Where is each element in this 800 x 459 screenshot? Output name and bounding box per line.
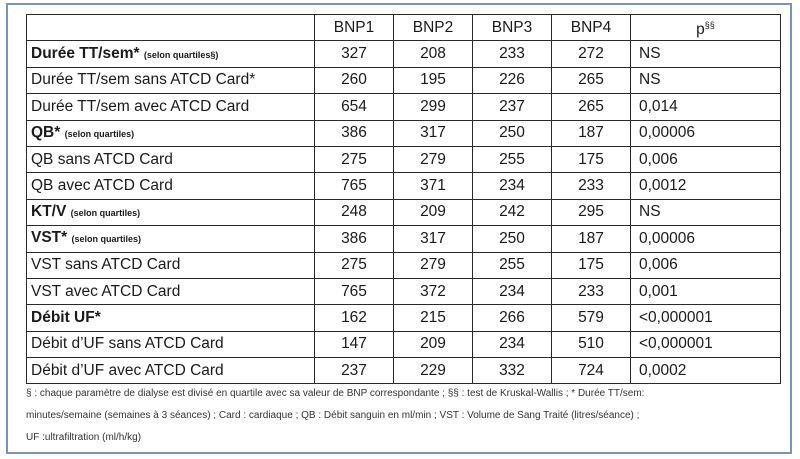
header-p-value: p§§ (631, 15, 781, 41)
cell-bnp4: 233 (552, 278, 631, 304)
row-label (27, 278, 315, 304)
row-label-qualifier: (selon quartiles) (64, 128, 135, 139)
cell-bnp3: 233 (473, 41, 552, 67)
cell-bnp1: 275 (315, 146, 394, 172)
header-bnp1: BNP1 (315, 15, 394, 41)
row-label (27, 146, 315, 172)
cell-bnp1: 386 (315, 226, 394, 252)
table-header-row (27, 15, 781, 41)
row-label-main: QB sans ATCD Card (31, 150, 173, 168)
header-bnp4: BNP4 (552, 15, 631, 41)
cell-bnp4: 265 (552, 67, 631, 93)
cell-bnp4: 175 (552, 252, 631, 278)
cell-p-value: 0,0002 (631, 358, 781, 384)
cell-bnp1: 275 (315, 252, 394, 278)
cell-bnp2: 372 (394, 278, 473, 304)
cell-bnp3: 234 (473, 331, 552, 357)
cell-bnp4: 510 (552, 331, 631, 357)
row-label-main: VST avec ATCD Card (31, 282, 181, 300)
cell-bnp3: 234 (473, 173, 552, 199)
cell-bnp2: 317 (394, 120, 473, 146)
table-row (27, 67, 781, 93)
table-row (27, 146, 781, 172)
table-row (27, 252, 781, 278)
cell-bnp3: 234 (473, 278, 552, 304)
row-label-main: Débit d’UF avec ATCD Card (31, 361, 224, 379)
cell-p-value: 0,001 (631, 278, 781, 304)
cell-bnp1: 327 (315, 41, 394, 67)
row-label-qualifier: (selon quartiles) (71, 234, 142, 245)
cell-bnp3: 242 (473, 199, 552, 225)
table-row (27, 226, 781, 252)
row-label (27, 252, 315, 278)
cell-bnp4: 272 (552, 41, 631, 67)
cell-bnp3: 237 (473, 94, 552, 120)
cell-bnp1: 765 (315, 278, 394, 304)
cell-bnp2: 299 (394, 94, 473, 120)
row-label (27, 173, 315, 199)
cell-bnp3: 250 (473, 226, 552, 252)
table-row (27, 305, 781, 331)
cell-bnp1: 386 (315, 120, 394, 146)
cell-bnp1: 147 (315, 331, 394, 357)
header-bnp3: BNP3 (473, 15, 552, 41)
cell-bnp1: 162 (315, 305, 394, 331)
cell-bnp2: 371 (394, 173, 473, 199)
header-p-superscript: §§ (704, 20, 715, 31)
row-label (27, 199, 315, 225)
table-row (27, 41, 781, 67)
cell-bnp1: 765 (315, 173, 394, 199)
table-row (27, 120, 781, 146)
cell-bnp2: 215 (394, 305, 473, 331)
row-label (27, 305, 315, 331)
row-label-main: Durée TT/sem* (31, 44, 140, 62)
cell-bnp2: 208 (394, 41, 473, 67)
cell-bnp4: 233 (552, 173, 631, 199)
cell-p-value: 0,00006 (631, 226, 781, 252)
row-label-main: QB avec ATCD Card (31, 177, 173, 195)
cell-bnp2: 279 (394, 252, 473, 278)
row-label (27, 67, 315, 93)
cell-p-value: 0,00006 (631, 120, 781, 146)
results-table (26, 14, 781, 384)
cell-p-value: 0,006 (631, 146, 781, 172)
cell-bnp4: 724 (552, 358, 631, 384)
cell-bnp2: 317 (394, 226, 473, 252)
cell-bnp3: 226 (473, 67, 552, 93)
row-label (27, 94, 315, 120)
cell-bnp3: 250 (473, 120, 552, 146)
cell-bnp4: 175 (552, 146, 631, 172)
cell-bnp2: 195 (394, 67, 473, 93)
row-label-main: Durée TT/sem avec ATCD Card (31, 97, 250, 115)
cell-bnp4: 265 (552, 94, 631, 120)
cell-p-value: 0,006 (631, 252, 781, 278)
cell-bnp2: 209 (394, 331, 473, 357)
header-label-cell (27, 15, 315, 41)
table-row (27, 331, 781, 357)
row-label-main: Durée TT/sem sans ATCD Card* (31, 71, 256, 89)
cell-p-value: 0,014 (631, 94, 781, 120)
cell-bnp1: 237 (315, 358, 394, 384)
cell-bnp3: 332 (473, 358, 552, 384)
row-label (27, 226, 315, 252)
footnote-line-1: § : chaque paramètre de dialyse est divisé en quartile avec sa valeur de BNP correspondante ; §§ : test de Kruskal-Wallis ; * Durée TT/sem: (26, 388, 645, 399)
figure-frame (6, 3, 792, 454)
cell-bnp3: 266 (473, 305, 552, 331)
table-row (27, 358, 781, 384)
cell-bnp3: 255 (473, 146, 552, 172)
row-label (27, 331, 315, 357)
cell-bnp2: 209 (394, 199, 473, 225)
table-footnote (26, 383, 784, 449)
cell-bnp1: 248 (315, 199, 394, 225)
footnote-line-3: UF :ultrafiltration (ml/h/kg) (26, 432, 142, 443)
row-label-main: VST* (31, 229, 68, 247)
row-label-main: QB* (31, 123, 61, 141)
cell-bnp4: 579 (552, 305, 631, 331)
row-label (27, 358, 315, 384)
table-row (27, 278, 781, 304)
row-label-qualifier: (selon quartiles) (70, 207, 141, 218)
row-label-main: VST sans ATCD Card (31, 256, 181, 274)
row-label-main: KT/V (31, 202, 67, 220)
cell-bnp4: 187 (552, 226, 631, 252)
cell-bnp4: 295 (552, 199, 631, 225)
cell-p-value: 0,0012 (631, 173, 781, 199)
cell-bnp4: 187 (552, 120, 631, 146)
cell-p-value: <0,000001 (631, 305, 781, 331)
cell-p-value: NS (631, 199, 781, 225)
cell-p-value: NS (631, 67, 781, 93)
cell-p-value: <0,000001 (631, 331, 781, 357)
footnote-line-2: minutes/semaine (semaines à 3 séances) ; Card : cardiaque ; QB : Débit sanguin en ml/min ; VST : Volume de Sang Traité (litres/séance) ; (26, 410, 640, 421)
row-label (27, 120, 315, 146)
header-bnp2: BNP2 (394, 15, 473, 41)
table-row (27, 199, 781, 225)
row-label-qualifier: (selon quartiles§) (143, 49, 219, 60)
table-row (27, 94, 781, 120)
row-label (27, 41, 315, 67)
cell-bnp3: 255 (473, 252, 552, 278)
cell-p-value: NS (631, 41, 781, 67)
cell-bnp1: 260 (315, 67, 394, 93)
table-row (27, 173, 781, 199)
cell-bnp2: 279 (394, 146, 473, 172)
cell-bnp2: 229 (394, 358, 473, 384)
row-label-main: Débit d’UF sans ATCD Card (31, 335, 224, 353)
row-label-main: Débit UF* (31, 308, 101, 326)
cell-bnp1: 654 (315, 94, 394, 120)
